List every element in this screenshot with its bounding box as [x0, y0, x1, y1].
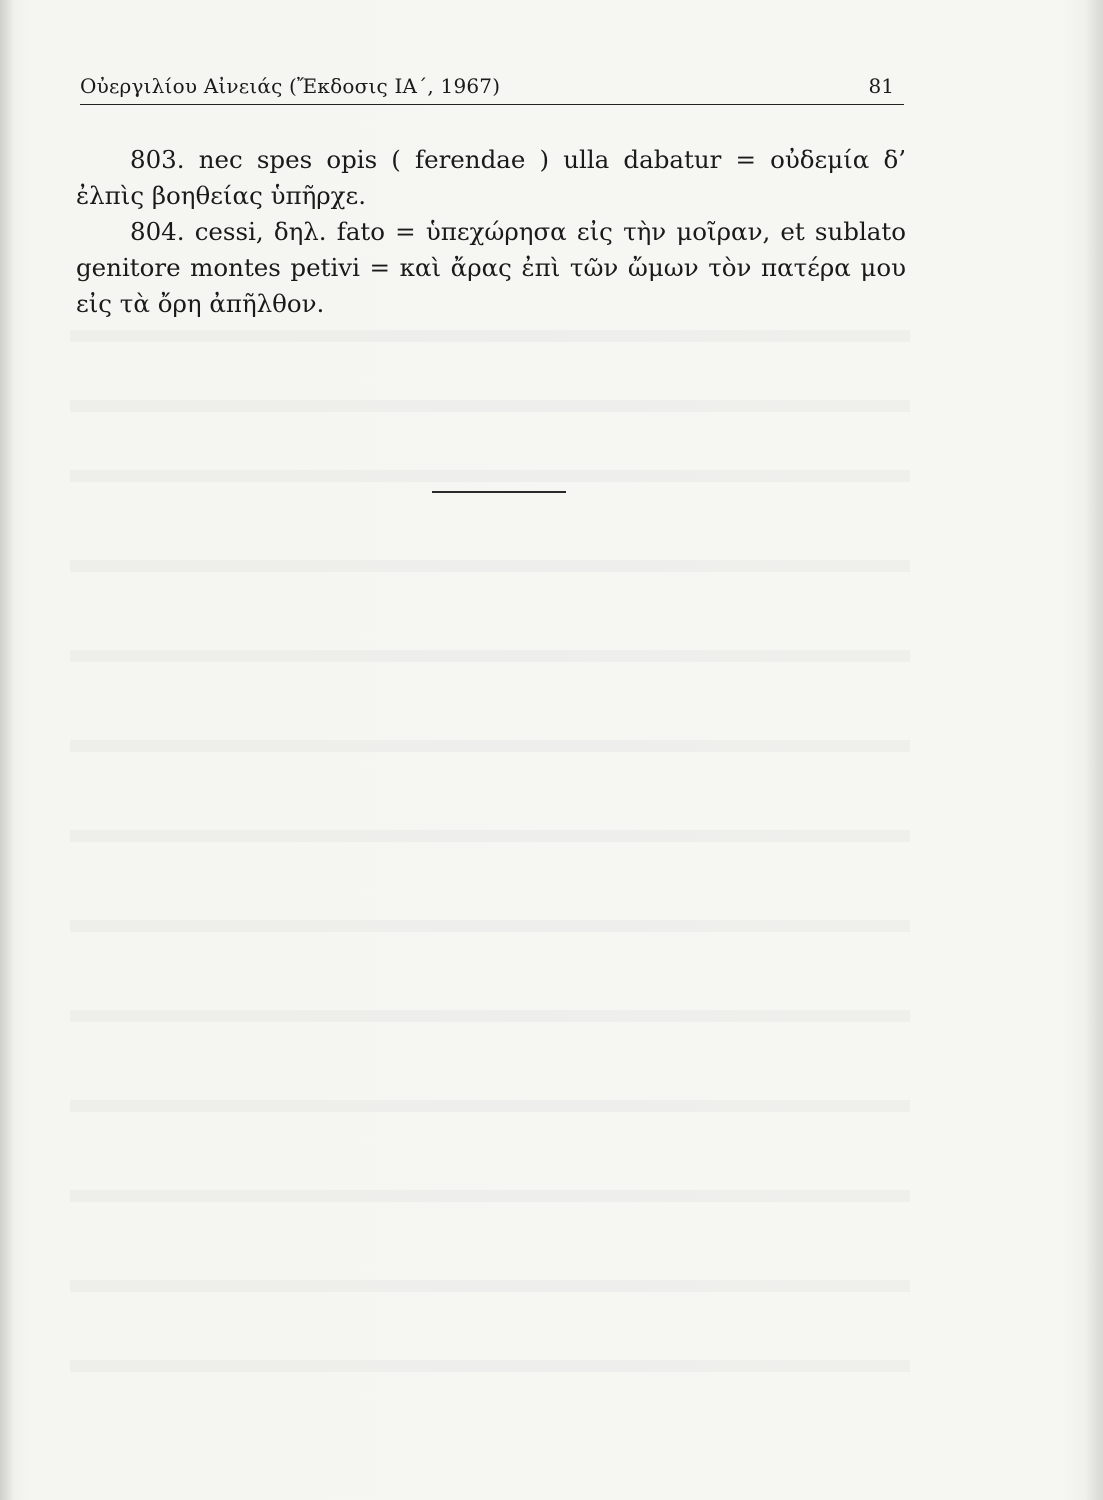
page-header	[80, 66, 902, 106]
commentary-entry-804: 804. cessi, δηλ. fato = ὑπεχώρησα εἰς τὴν μοῖραν, et sublato genitore montes petivi = καὶ ἄρας ἐπὶ τῶν ὤμων τὸν πατέρα μου εἰς τὰ ὄρη ἀπῆλθον.	[76, 217, 906, 318]
show-through-line	[70, 560, 910, 572]
show-through-line	[70, 1360, 910, 1372]
page-edge-shadow-left	[0, 0, 14, 1500]
show-through-line	[70, 330, 910, 342]
commentary-body	[76, 142, 906, 322]
show-through-line	[70, 650, 910, 662]
section-end-rule	[432, 491, 566, 493]
header-rule	[80, 104, 904, 105]
show-through-line	[70, 1100, 910, 1112]
show-through-line	[70, 1190, 910, 1202]
commentary-entry-803: 803. nec spes opis ( ferendae ) ulla dabatur = οὐδεμία δ’ ἐλπὶς βοηθείας ὑπῆρχε.	[76, 145, 906, 210]
show-through-line	[70, 400, 910, 412]
show-through-line	[70, 1010, 910, 1022]
running-title: Οὐεργιλίου Αἰνειάς (Ἔκδοσις ΙΑ΄, 1967)	[80, 74, 501, 98]
show-through-line	[70, 470, 910, 482]
page-edge-shadow-right	[1085, 0, 1103, 1500]
show-through-line	[70, 740, 910, 752]
show-through-line	[70, 920, 910, 932]
show-through-line	[70, 1280, 910, 1292]
show-through-line	[70, 830, 910, 842]
page-number: 81	[868, 74, 894, 98]
